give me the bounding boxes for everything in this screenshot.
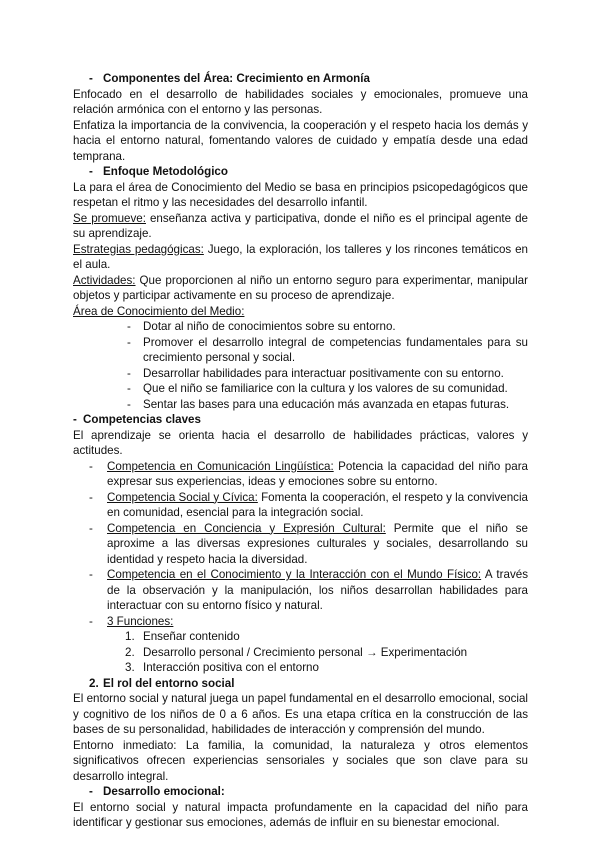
text-promueve: enseñanza activa y participativa, donde el niño es el principal agente de su aprendizaje. [73, 211, 528, 240]
funcion-text: Desarrollo personal / Crecimiento personal → Experimentación [143, 645, 468, 659]
list-item-area [73, 366, 528, 382]
heading-text: Componentes del Área: Crecimiento en Armonía [103, 72, 370, 85]
bullet-dash: - [89, 614, 93, 628]
bullet-dash: - [73, 413, 77, 426]
label-promueve: Se promueve: [73, 211, 146, 225]
paragraph-actividades [73, 273, 528, 304]
list-item-area [73, 319, 528, 335]
heading-text: Enfoque Metodológico [103, 165, 228, 178]
heading-text: El rol del entorno social [103, 676, 235, 690]
competencia-label: Competencia en el Conocimiento y la Interacción con el Mundo Físico: [107, 568, 482, 581]
item-number: 2. [125, 645, 135, 659]
paragraph-promueve [73, 211, 528, 242]
text-estrategias: Juego, la exploración, los talleres y los rincones temáticos en el aula. [73, 242, 528, 271]
paragraph-enfatiza: Enfatiza la importancia de la convivencia, la cooperación y el respeto hacia los demás y hacia el entorno natural, fomentando valores de cuidado y empatía desde una edad temprana. [73, 118, 528, 163]
list-item-funciones [73, 614, 528, 630]
list-item-text: Dotar al niño de conocimientos sobre su entorno. [143, 320, 396, 333]
label-area: Área de Conocimiento del Medio: [73, 304, 245, 318]
list-item-competencia [73, 459, 528, 490]
competencia-text: A través de la observación y la manipulación, los niños desarrollan habilidades para interactuar con su entorno físico y natural. [107, 568, 529, 612]
item-number: 3. [125, 661, 135, 674]
ordered-item-funcion [73, 660, 528, 676]
bullet-dash: - [127, 320, 131, 333]
heading-componentes [73, 71, 528, 87]
bullet-dash: - [127, 366, 131, 380]
list-item-text: Sentar las bases para una educación más avanzada en etapas futuras. [143, 397, 510, 411]
funcion-text: Interacción positiva con el entorno [143, 661, 319, 674]
competencia-label: Competencia en Comunicación Lingüística: [107, 459, 334, 473]
list-item-text: Que el niño se familiarice con la cultura y los valores de su comunidad. [143, 382, 508, 395]
list-item-text: Desarrollar habilidades para interactuar positivamente con su entorno. [143, 366, 504, 380]
heading-text: Competencias claves [83, 413, 201, 426]
list-item-area [73, 335, 528, 366]
competencia-text: Fomenta la cooperación, el respeto y la convivencia en comunidad, esencial para la integración social. [107, 490, 529, 519]
list-item-area [73, 397, 528, 413]
list-item-competencia [73, 490, 528, 521]
heading-competencias [73, 412, 528, 428]
ordered-item-funcion [73, 629, 528, 645]
paragraph-desarrollo-emocional: El entorno social y natural impacta profundamente en la capacidad del niño para identificar y gestionar sus emociones, además de influir en su bienestar emocional. [73, 800, 528, 829]
funciones-label: 3 Funciones: [107, 614, 174, 628]
funcion-text: Enseñar contenido [143, 630, 240, 643]
label-actividades: Actividades: [73, 273, 136, 287]
list-item-text: Promover el desarrollo integral de competencias fundamentales para su crecimiento personal y social. [143, 335, 528, 364]
heading-desarrollo-emocional [73, 784, 528, 800]
label-estrategias: Estrategias pedagógicas: [73, 242, 204, 256]
bullet-dash: - [89, 165, 93, 178]
paragraph-entorno-inmediato: Entorno inmediato: La familia, la comunidad, la naturaleza y otros elementos significativos ofrecen experiencias sensoriales y sociales que son clave para su desarrollo integral. [73, 738, 528, 783]
ordered-item-funcion [73, 645, 528, 661]
heading-text: Desarrollo emocional: [103, 785, 225, 798]
heading-number: 2. [89, 676, 99, 690]
list-item-competencia [73, 521, 528, 568]
list-item-area [73, 381, 528, 397]
bullet-dash: - [89, 459, 93, 473]
competencia-text: Potencia la capacidad del niño para expresar sus experiencias, ideas y emociones sobre su entorno. [107, 459, 529, 488]
bullet-dash: - [127, 335, 131, 349]
bullet-dash: - [127, 397, 131, 411]
bullet-dash: - [89, 490, 93, 504]
heading-rol-entorno [73, 676, 528, 692]
list-item-competencia [73, 567, 528, 614]
paragraph-entorno-social: El entorno social y natural juega un papel fundamental en el desarrollo emocional, social y cognitivo de los niños de 0 a 6 años. Es una etapa crítica en la construcción de las bases de su personalidad, habilidades de interacción y comprensión del mundo. [73, 692, 528, 736]
paragraph-estrategias [73, 242, 528, 273]
bullet-dash: - [89, 568, 93, 581]
bullet-dash: - [89, 521, 93, 535]
competencia-text: Permite que el niño se aproxime a las diversas expresiones culturales y sociales, desarrollando su identidad y respeto hacia la diversidad. [107, 521, 528, 566]
bullet-dash: - [89, 72, 93, 85]
paragraph-competencias-intro: El aprendizaje se orienta hacia el desarrollo de habilidades prácticas, valores y actitudes. [73, 428, 528, 457]
bullet-dash: - [89, 785, 93, 798]
item-number: 1. [125, 630, 135, 643]
competencia-label: Competencia en Conciencia y Expresión Cultural: [107, 521, 386, 535]
bullet-dash: - [127, 382, 131, 395]
document-content [73, 71, 528, 831]
competencia-label: Competencia Social y Cívica: [107, 490, 258, 504]
paragraph-enfoque: La para el área de Conocimiento del Medio se basa en principios psicopedagógicos que respetan el ritmo y las necesidades del desarrollo infantil. [73, 180, 528, 209]
paragraph-enfocado: Enfocado en el desarrollo de habilidades sociales y emocionales, promueve una relación armónica con el entorno y las personas. [73, 87, 528, 116]
text-actividades: Que proporcionen al niño un entorno seguro para experimentar, manipular objetos y participar activamente en su proceso de aprendizaje. [73, 273, 528, 302]
heading-enfoque [73, 164, 528, 180]
